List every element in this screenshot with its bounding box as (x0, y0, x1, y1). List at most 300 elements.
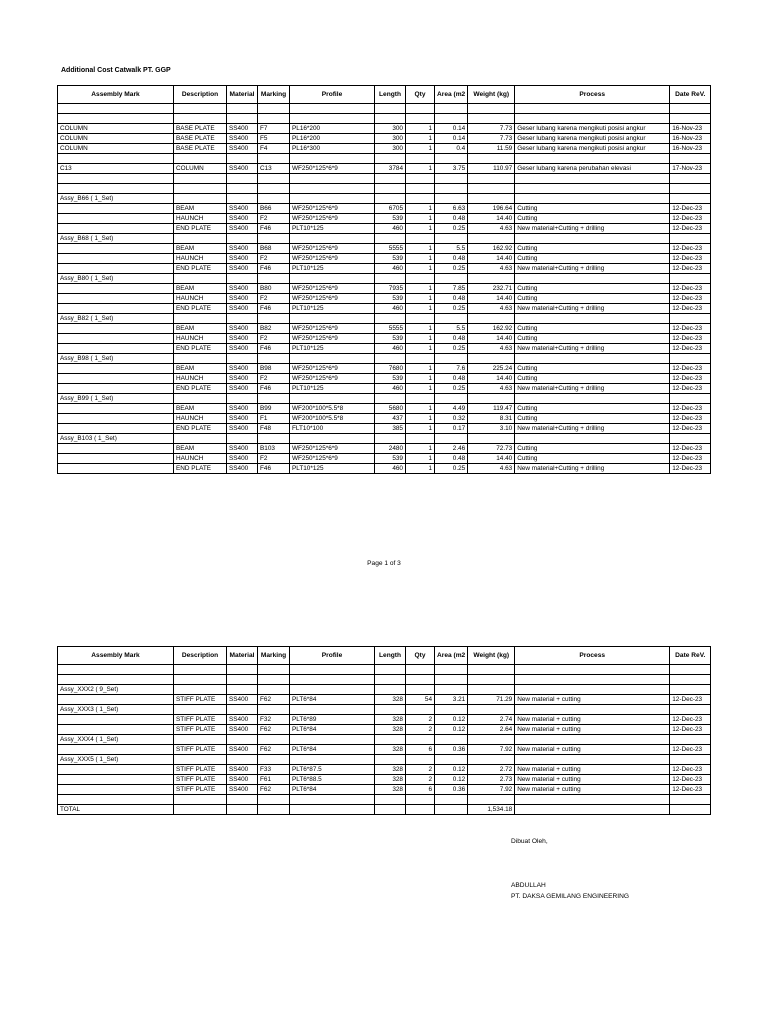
table-cell: 328 (375, 745, 406, 755)
table-row (58, 114, 711, 124)
table-cell (468, 174, 515, 184)
table-cell: 5555 (375, 244, 406, 254)
table-cell (670, 274, 711, 284)
table-cell: 0.48 (435, 454, 468, 464)
table-cell: 12-Dec-23 (670, 414, 711, 424)
table-cell (227, 104, 258, 114)
table-cell: 1 (406, 464, 435, 474)
table-cell: 12-Dec-23 (670, 424, 711, 434)
table-cell: F2 (258, 374, 290, 384)
table-cell: WF250*125*6*9 (290, 334, 375, 344)
table-cell: 7.92 (468, 745, 515, 755)
table-cell (58, 204, 174, 214)
table-cell (290, 434, 375, 444)
table-cell: WF250*125*6*9 (290, 454, 375, 464)
document-title: Additional Cost Catwalk PT. GGP (61, 67, 171, 74)
table-cell: STIFF PLATE (174, 725, 227, 735)
table-cell: SS400 (227, 414, 258, 424)
table-cell: 12-Dec-23 (670, 344, 711, 354)
table-cell: 1 (406, 284, 435, 294)
table-cell: Cutting (515, 364, 670, 374)
column-header: Length (375, 86, 406, 104)
table-cell (375, 795, 406, 805)
table-cell: SS400 (227, 304, 258, 314)
table-cell: B99 (258, 404, 290, 414)
table-cell (174, 795, 227, 805)
table-row (58, 705, 711, 715)
table-cell: 2 (406, 715, 435, 725)
table-cell (435, 354, 468, 364)
column-header: Area (m2 (435, 647, 468, 665)
table-cell: 12-Dec-23 (670, 364, 711, 374)
table-cell: F2 (258, 294, 290, 304)
table-cell (58, 154, 174, 164)
table-cell (58, 745, 174, 755)
table-cell: 12-Dec-23 (670, 384, 711, 394)
table-cell (258, 675, 290, 685)
table-cell: 0.48 (435, 254, 468, 264)
table-cell: Cutting (515, 404, 670, 414)
table-cell: SS400 (227, 404, 258, 414)
table-cell: 72.73 (468, 444, 515, 454)
table-row (58, 765, 711, 775)
table-cell: 539 (375, 254, 406, 264)
table-cell: STIFF PLATE (174, 775, 227, 785)
table-cell (435, 394, 468, 404)
column-header: Marking (258, 647, 290, 665)
table-cell (406, 354, 435, 364)
table-cell (670, 705, 711, 715)
table-cell: 2.72 (468, 765, 515, 775)
table-cell: END PLATE (174, 304, 227, 314)
table-cell: PLT6*84 (290, 725, 375, 735)
table-cell: 0.17 (435, 424, 468, 434)
table-cell: 0.12 (435, 765, 468, 775)
table-cell: BASE PLATE (174, 144, 227, 154)
table-cell: END PLATE (174, 344, 227, 354)
table-cell: PLT10*125 (290, 264, 375, 274)
table-cell: PL16*300 (290, 144, 375, 154)
table-row (58, 144, 711, 154)
table-cell (58, 114, 174, 124)
table-cell (258, 234, 290, 244)
table-cell: BASE PLATE (174, 134, 227, 144)
table-cell: TOTAL (58, 805, 174, 815)
table-cell (58, 344, 174, 354)
table-cell: 0.12 (435, 715, 468, 725)
table-cell (468, 705, 515, 715)
table-cell (435, 805, 468, 815)
column-header: Weight (kg) (468, 647, 515, 665)
table-cell (435, 234, 468, 244)
table-cell: SS400 (227, 444, 258, 454)
table-row (58, 194, 711, 204)
table-cell (515, 174, 670, 184)
table-cell: F46 (258, 344, 290, 354)
table-cell: WF250*125*6*9 (290, 254, 375, 264)
table-cell: F7 (258, 124, 290, 134)
table-cell (375, 755, 406, 765)
table-cell (58, 725, 174, 735)
table-cell (58, 174, 174, 184)
table-cell: 5.5 (435, 244, 468, 254)
table-cell: 328 (375, 785, 406, 795)
table-cell: Geser lubang karena mengikuti posisi angkur (515, 134, 670, 144)
table-cell: 328 (375, 765, 406, 775)
table-cell (58, 775, 174, 785)
table-row (58, 394, 711, 404)
table-cell (375, 114, 406, 124)
table-cell: 7.73 (468, 134, 515, 144)
table-cell (406, 805, 435, 815)
table-cell: 12-Dec-23 (670, 294, 711, 304)
table-cell (58, 324, 174, 334)
table-cell (258, 705, 290, 715)
table-row (58, 464, 711, 474)
table-cell (258, 154, 290, 164)
table-cell: F2 (258, 214, 290, 224)
table-cell: WF250*125*6*9 (290, 284, 375, 294)
table-cell: COLUMN (58, 144, 174, 154)
table-cell: 4.63 (468, 464, 515, 474)
table-cell: B103 (258, 444, 290, 454)
table-cell (515, 234, 670, 244)
table-cell: F2 (258, 334, 290, 344)
table-cell: Assy_XXX2 ( 9_Set) (58, 685, 174, 695)
table-cell (375, 394, 406, 404)
table-cell (375, 234, 406, 244)
table-cell (468, 274, 515, 284)
table-cell (227, 685, 258, 695)
table-cell: 12-Dec-23 (670, 304, 711, 314)
table-cell (435, 114, 468, 124)
table-cell: 1,534.18 (468, 805, 515, 815)
table-cell: 1 (406, 324, 435, 334)
table-cell: 12-Dec-23 (670, 745, 711, 755)
table-cell (58, 464, 174, 474)
table-cell: SS400 (227, 244, 258, 254)
table-cell: 460 (375, 464, 406, 474)
table-cell (258, 114, 290, 124)
table-cell: 2 (406, 765, 435, 775)
table-cell: 539 (375, 454, 406, 464)
table-cell (468, 114, 515, 124)
table-cell: 0.14 (435, 124, 468, 134)
table-cell (406, 114, 435, 124)
table-cell: HAUNCH (174, 454, 227, 464)
table-cell (670, 434, 711, 444)
table-cell: 1 (406, 454, 435, 464)
table-cell: F46 (258, 384, 290, 394)
column-header: Qty (406, 86, 435, 104)
table-cell (174, 354, 227, 364)
table-cell (375, 154, 406, 164)
table-cell: 12-Dec-23 (670, 464, 711, 474)
table-row (58, 444, 711, 454)
table-cell: HAUNCH (174, 374, 227, 384)
table-cell (227, 795, 258, 805)
table-cell: WF250*125*6*9 (290, 294, 375, 304)
table-cell: SS400 (227, 214, 258, 224)
table-cell (58, 254, 174, 264)
table-cell (435, 314, 468, 324)
table-cell: SS400 (227, 454, 258, 464)
table-cell: 0.48 (435, 214, 468, 224)
table-cell: 460 (375, 344, 406, 354)
table-body (58, 104, 711, 474)
table-cell: SS400 (227, 254, 258, 264)
table-cell (58, 785, 174, 795)
table-cell: PLT6*84 (290, 695, 375, 705)
table-cell: B68 (258, 244, 290, 254)
table-cell: F2 (258, 254, 290, 264)
table-cell: 2.64 (468, 725, 515, 735)
table-cell: 1 (406, 294, 435, 304)
table-cell: 12-Dec-23 (670, 785, 711, 795)
table-cell: 16-Nov-23 (670, 124, 711, 134)
table-cell: PLT6*84 (290, 785, 375, 795)
table-cell (468, 795, 515, 805)
table-row (58, 294, 711, 304)
table-cell (435, 675, 468, 685)
table-cell: PLT10*125 (290, 304, 375, 314)
table-row (58, 715, 711, 725)
table-cell: 1 (406, 124, 435, 134)
table-cell (406, 795, 435, 805)
table-cell: Assy_B103 ( 1_Set) (58, 434, 174, 444)
table-row (58, 404, 711, 414)
table-cell (468, 184, 515, 194)
table-cell: 71.29 (468, 695, 515, 705)
table-cell (58, 264, 174, 274)
column-header: Date ReV. (670, 647, 711, 665)
table-cell: 0.48 (435, 374, 468, 384)
signer-company: PT. DAKSA GEMILANG ENGINEERING (511, 893, 629, 900)
table-cell: PLT10*125 (290, 224, 375, 234)
table-cell: 12-Dec-23 (670, 254, 711, 264)
table-cell: 0.14 (435, 134, 468, 144)
table-cell: FLT10*100 (290, 424, 375, 434)
table-row (58, 304, 711, 314)
table-cell: F62 (258, 745, 290, 755)
table-cell: F62 (258, 695, 290, 705)
table-cell: Assy_XXX4 ( 1_Set) (58, 735, 174, 745)
table-cell: 12-Dec-23 (670, 284, 711, 294)
table-cell (435, 755, 468, 765)
table-cell (670, 234, 711, 244)
table-cell: SS400 (227, 765, 258, 775)
table-cell (227, 154, 258, 164)
table-cell: SS400 (227, 134, 258, 144)
table-cell (290, 184, 375, 194)
table-cell (258, 354, 290, 364)
table-cell (227, 234, 258, 244)
table-cell: PLT10*125 (290, 344, 375, 354)
table-cell: 385 (375, 424, 406, 434)
table-cell (515, 354, 670, 364)
table-cell: 12-Dec-23 (670, 444, 711, 454)
table-row (58, 805, 711, 815)
table-cell: COLUMN (58, 134, 174, 144)
table-cell (258, 735, 290, 745)
table-cell: F48 (258, 424, 290, 434)
table-body (58, 665, 711, 815)
table-row (58, 745, 711, 755)
table-cell (227, 354, 258, 364)
table-cell: F4 (258, 144, 290, 154)
table-cell: WF250*125*6*9 (290, 204, 375, 214)
table-cell: New material + cutting (515, 725, 670, 735)
table-cell: F61 (258, 775, 290, 785)
table-cell (258, 194, 290, 204)
table-cell: 110.97 (468, 164, 515, 174)
table-row (58, 364, 711, 374)
table-cell: WF200*100*5.5*8 (290, 414, 375, 424)
table-cell: 437 (375, 414, 406, 424)
table-cell (227, 174, 258, 184)
table-cell (227, 434, 258, 444)
table-cell (290, 354, 375, 364)
table-cell (468, 154, 515, 164)
table-row (58, 264, 711, 274)
table-cell: 8.31 (468, 414, 515, 424)
table-cell: New material+Cutting + drilling (515, 344, 670, 354)
column-header: Description (174, 86, 227, 104)
table-cell (670, 184, 711, 194)
table-cell: 162.92 (468, 324, 515, 334)
table-cell: B98 (258, 364, 290, 374)
table-cell: New material + cutting (515, 785, 670, 795)
table-cell: 7.73 (468, 124, 515, 134)
table-cell: 2.74 (468, 715, 515, 725)
table-cell (290, 194, 375, 204)
table-cell (375, 665, 406, 675)
table-cell: Cutting (515, 334, 670, 344)
table-cell: 12-Dec-23 (670, 204, 711, 214)
table-cell (435, 154, 468, 164)
table-cell: PLT6*84 (290, 745, 375, 755)
column-header: Assembly Mark (58, 647, 174, 665)
table-row (58, 374, 711, 384)
table-cell (515, 114, 670, 124)
table-cell: 3.10 (468, 424, 515, 434)
table-cell (290, 104, 375, 114)
table-cell: SS400 (227, 785, 258, 795)
table-cell (174, 434, 227, 444)
table-cell (515, 805, 670, 815)
table-cell (58, 214, 174, 224)
made-by-label: Dibuat Oleh, (511, 838, 548, 845)
table-row (58, 334, 711, 344)
table-cell: SS400 (227, 164, 258, 174)
table-cell: SS400 (227, 464, 258, 474)
table-cell: 539 (375, 214, 406, 224)
table-cell: END PLATE (174, 224, 227, 234)
table-cell: 3.75 (435, 164, 468, 174)
table-cell: PL16*200 (290, 124, 375, 134)
table-cell: 6.63 (435, 204, 468, 214)
header-row (58, 647, 711, 665)
table-cell: Cutting (515, 284, 670, 294)
table-cell (406, 234, 435, 244)
table-row (58, 184, 711, 194)
table-cell: 1 (406, 414, 435, 424)
table-row (58, 675, 711, 685)
table-cell: PLT10*125 (290, 464, 375, 474)
table-cell: New material+Cutting + drilling (515, 304, 670, 314)
table-cell: 460 (375, 304, 406, 314)
column-header: Process (515, 647, 670, 665)
table-row (58, 124, 711, 134)
table-row (58, 665, 711, 675)
table-cell: SS400 (227, 725, 258, 735)
table-cell: 3.21 (435, 695, 468, 705)
table-row (58, 214, 711, 224)
table-cell: Assy_XXX3 ( 1_Set) (58, 705, 174, 715)
table-cell: New material + cutting (515, 745, 670, 755)
table-cell (435, 104, 468, 114)
table-cell: 1 (406, 304, 435, 314)
table-cell (258, 805, 290, 815)
table-cell: 1 (406, 264, 435, 274)
table-cell (468, 234, 515, 244)
table-cell (468, 314, 515, 324)
column-header: Marking (258, 86, 290, 104)
table-cell: B66 (258, 204, 290, 214)
table-cell: 12-Dec-23 (670, 244, 711, 254)
table-cell (375, 104, 406, 114)
table-cell (406, 685, 435, 695)
table-row (58, 454, 711, 464)
table-cell: SS400 (227, 264, 258, 274)
table-cell (58, 414, 174, 424)
table-cell (58, 384, 174, 394)
table-cell: WF250*125*6*9 (290, 244, 375, 254)
table-cell (406, 274, 435, 284)
table-cell (406, 665, 435, 675)
table-cell: 3784 (375, 164, 406, 174)
column-header: Assembly Mark (58, 86, 174, 104)
table-cell: WF250*125*6*9 (290, 444, 375, 454)
table-cell (258, 665, 290, 675)
table-cell: Assy_B82 ( 1_Set) (58, 314, 174, 324)
table-cell (670, 394, 711, 404)
table-cell: 1 (406, 144, 435, 154)
table-cell (58, 224, 174, 234)
table-cell (406, 394, 435, 404)
table-cell (290, 805, 375, 815)
column-header: Qty (406, 647, 435, 665)
table-cell: STIFF PLATE (174, 695, 227, 705)
table-cell (290, 154, 375, 164)
table-row (58, 314, 711, 324)
table-cell: SS400 (227, 424, 258, 434)
table-cell: END PLATE (174, 264, 227, 274)
table-cell (258, 434, 290, 444)
table-cell (58, 695, 174, 705)
table-cell: Assy_B68 ( 1_Set) (58, 234, 174, 244)
table-cell: New material+Cutting + drilling (515, 264, 670, 274)
table-cell: 14.40 (468, 294, 515, 304)
table-cell (290, 665, 375, 675)
table-cell (227, 184, 258, 194)
table-cell: 17-Nov-23 (670, 164, 711, 174)
table-cell: 0.36 (435, 785, 468, 795)
table-cell (670, 354, 711, 364)
table-cell: 0.25 (435, 344, 468, 354)
table-cell (670, 665, 711, 675)
table-cell: SS400 (227, 364, 258, 374)
